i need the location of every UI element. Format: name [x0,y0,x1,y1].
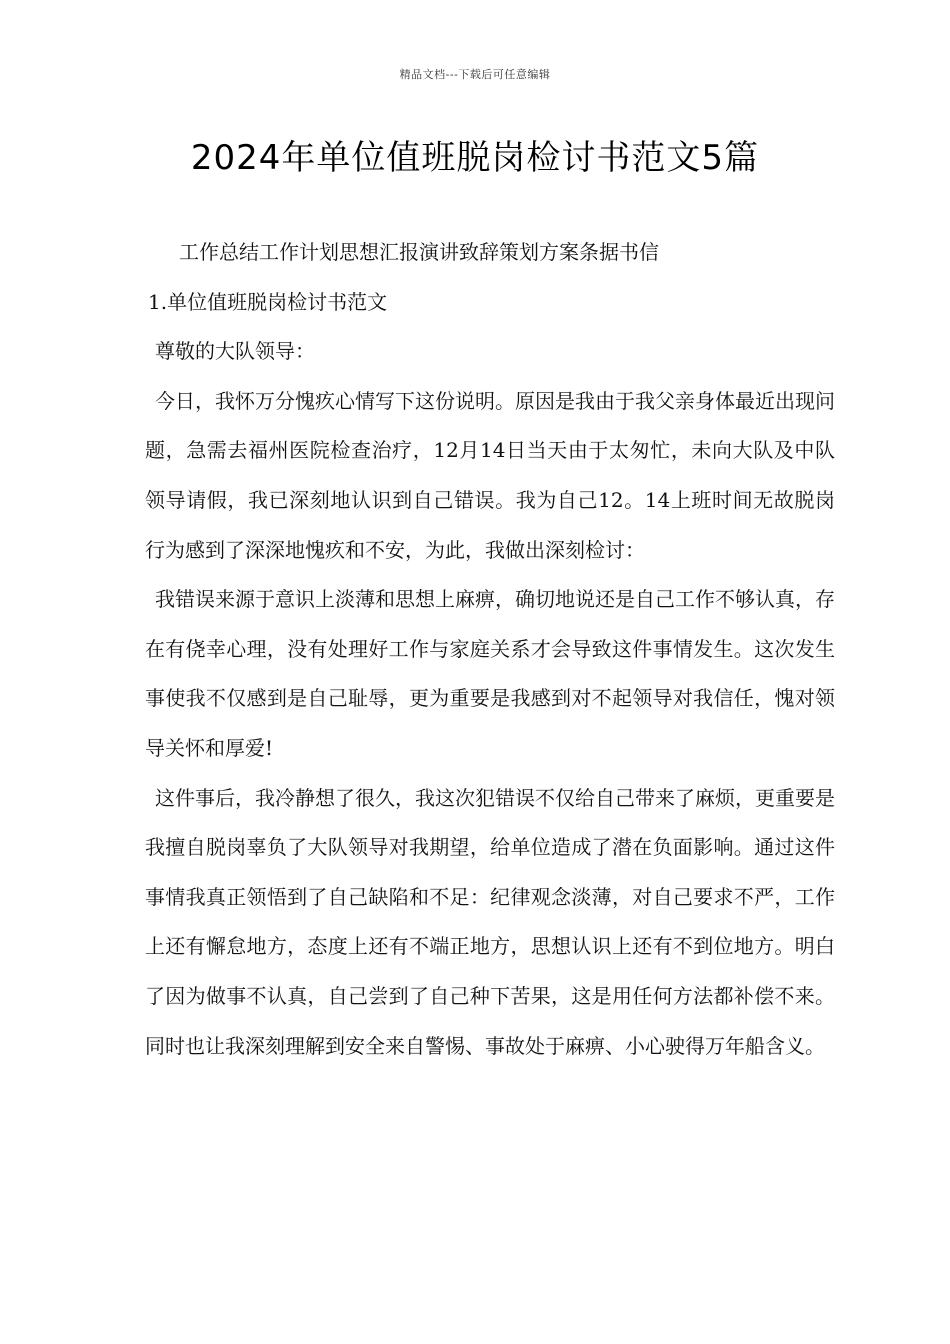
body-paragraph: 我错误来源于意识上淡薄和思想上麻痹，确切地说还是自己工作不够认真，存在有侥幸心理，没有处理好工作与家庭关系才会导致这件事情发生。这次发生事使我不仅感到是自己耻辱，更为重要是我感到对不起领导对我信任，愧对领导关怀和厚爱! [145,587,835,760]
body-paragraph: 今日，我怀万分愧疚心情写下这份说明。原因是我由于我父亲身体最近出现问题，急需去福州医院检查治疗，12月14日当天由于太匆忙，未向大队及中队领导请假，我已深刻地认识到自己错误。我为自己12。14上班时间无故脱岗行为感到了深深地愧疚和不安，为此，我做出深刻检讨： [145,388,835,562]
salutation: 尊敬的大队领导： [155,339,315,364]
category-tags-line: 工作总结工作计划思想汇报演讲致辞策划方案条据书信 [179,240,659,264]
document-title: 2024年单位值班脱岗检讨书范文5篇 [190,138,760,178]
document-body [145,228,835,1071]
section-heading: 1.单位值班脱岗检讨书范文 [148,289,388,314]
body-paragraph: 这件事后，我冷静想了很久，我这次犯错误不仅给自己带来了麻烦，更重要是我擅自脱岗辜负了大队领导对我期望，给单位造成了潜在负面影响。通过这件事情我真正领悟到了自己缺陷和不足：纪律观念淡薄，对自己要求不严，工作上还有懈怠地方，态度上还有不端正地方，思想认识上还有不到位地方。明白了因为做事不认真，自己尝到了自己种下苦果，这是用任何方法都补偿不来。同时也让我深刻理解到安全来自警惕、事故处于麻痹、小心驶得万年船含义。 [145,785,835,1058]
header-note: 精品文档---下载后可任意编辑 [399,68,551,81]
